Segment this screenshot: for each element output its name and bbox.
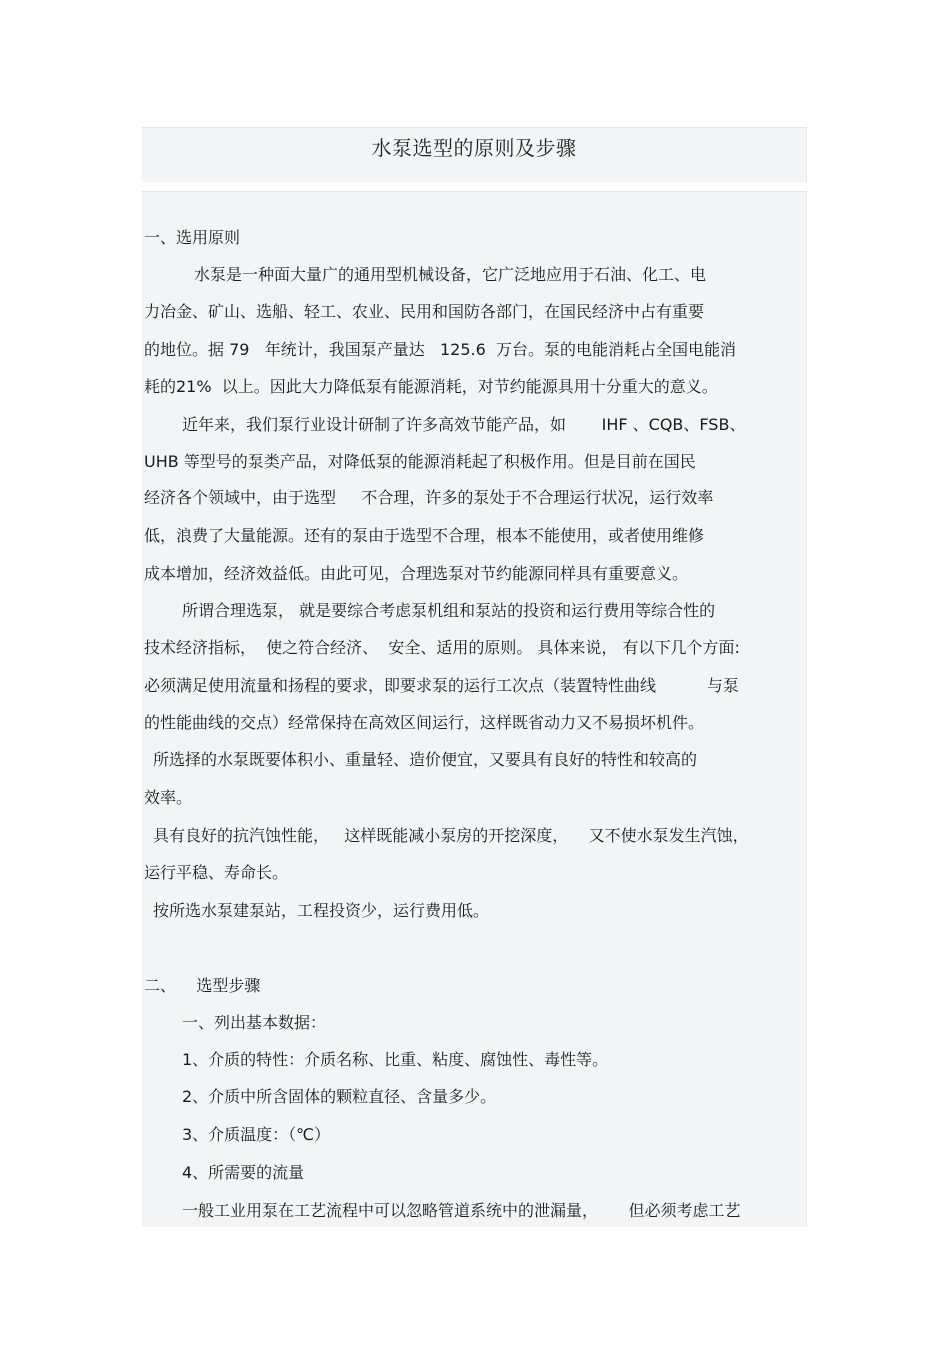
paragraph-line: 的性能曲线的交点）经常保持在高效区间运行，这样既省动力又不易损坏机件。 xyxy=(144,713,705,732)
paragraph-line: 运行平稳、寿命长。 xyxy=(144,863,289,882)
paragraph-line: UHB 等型号的泵类产品，对降低泵的能源消耗起了积极作用。但是目前在国民 xyxy=(144,452,696,471)
paragraph-line: 必须满足使用流量和扬程的要求，即要求泵的运行工次点（装置特性曲线 与泵 xyxy=(144,676,739,695)
step-item: 4、所需要的流量 xyxy=(182,1163,305,1182)
step-item: 2、介质中所含固体的颗粒直径、含量多少。 xyxy=(182,1087,497,1106)
paragraph-line: 按所选水泵建泵站，工程投资少，运行费用低。 xyxy=(153,901,490,920)
section-heading-steps: 二、 选型步骤 xyxy=(144,976,261,995)
step-item: 1、介质的特性：介质名称、比重、粘度、腐蚀性、毒性等。 xyxy=(182,1050,609,1069)
document-title: 水泵选型的原则及步骤 xyxy=(371,136,577,160)
paragraph-line: 所选择的水泵既要体积小、重量轻、造价便宜，又要具有良好的特性和较高的 xyxy=(153,750,698,769)
paragraph-line: 所谓合理选泵， 就是要综合考虑泵机组和泵站的投资和运行费用等综合性的 xyxy=(182,601,716,620)
paragraph-line: 耗的21% 以上。因此大力降低泵有能源消耗，对节约能源具用十分重大的意义。 xyxy=(144,377,718,396)
step-item: 一般工业用泵在工艺流程中可以忽略管道系统中的泄漏量， 但必须考虑工艺 xyxy=(182,1201,741,1220)
paragraph-line: 技术经济指标， 使之符合经济、 安全、适用的原则。 具体来说， 有以下几个方面: xyxy=(144,638,740,657)
paragraph-line: 低，浪费了大量能源。还有的泵由于选型不合理，根本不能使用，或者使用维修 xyxy=(144,526,705,545)
paragraph-line: 效率。 xyxy=(144,788,193,807)
paragraph-line: 的地位。据 79 年统计，我国泵产量达 125.6 万台。泵的电能消耗占全国电能消 xyxy=(144,340,736,359)
step-item: 一、列出基本数据： xyxy=(182,1013,327,1032)
section-heading-principles: 一、选用原则 xyxy=(144,228,241,247)
paragraph-line: 成本增加，经济效益低。由此可见，合理选泵对节约能源同样具有重要意义。 xyxy=(144,564,689,583)
title-box xyxy=(142,127,807,182)
step-item: 3、介质温度：（℃） xyxy=(182,1125,331,1144)
paragraph-line: 具有良好的抗汽蚀性能， 这样既能减小泵房的开挖深度， 又不使水泵发生汽蚀， xyxy=(153,826,749,845)
paragraph-line: 近年来，我们泵行业设计研制了许多高效节能产品，如 IHF 、CQB、FSB、 xyxy=(182,415,746,434)
paragraph-line: 水泵是一种面大量广的通用型机械设备，它广泛地应用于石油、化工、电 xyxy=(194,265,707,284)
paragraph-line: 经济各个领域中，由于选型 不合理，许多的泵处于不合理运行状况，运行效率 xyxy=(144,488,714,507)
paragraph-line: 力冶金、矿山、选船、轻工、农业、民用和国防各部门，在国民经济中占有重要 xyxy=(144,302,705,321)
